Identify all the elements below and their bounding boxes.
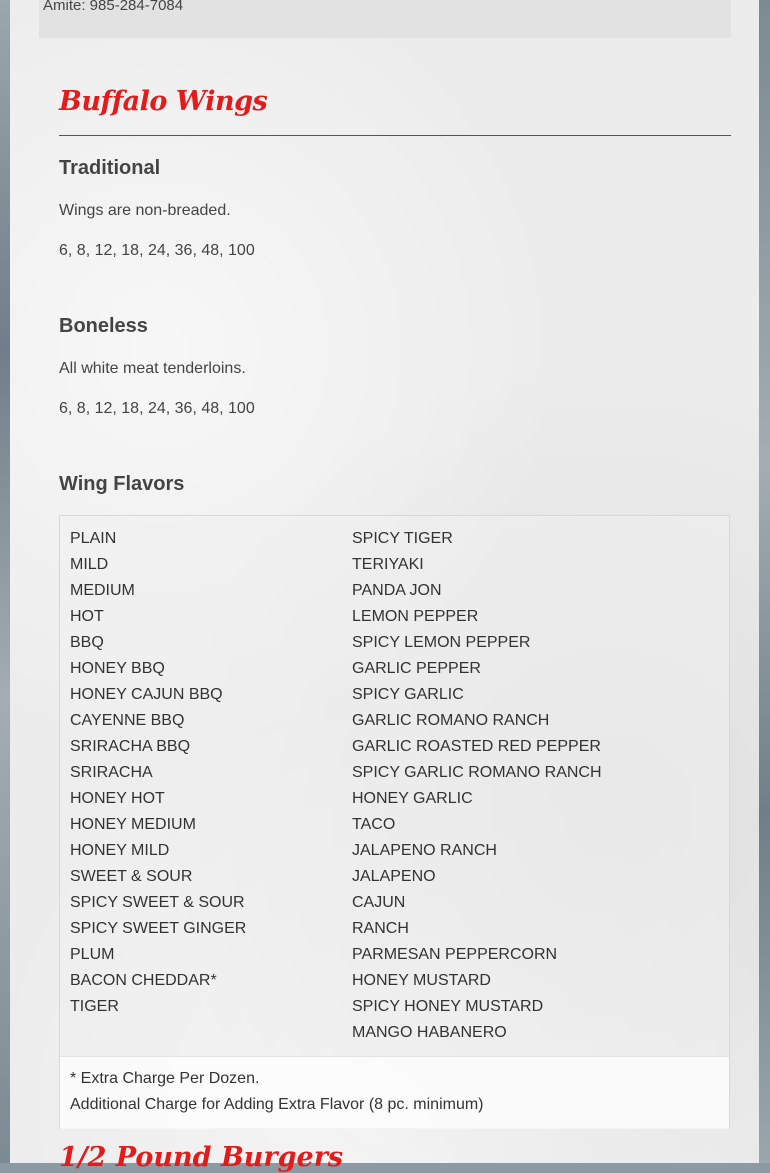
flavor-item: HONEY CAJUN BBQ — [70, 686, 223, 703]
flavor-item: CAYENNE BBQ — [70, 712, 185, 729]
flavor-item: PANDA JON — [352, 582, 442, 599]
flavor-item: PARMESAN PEPPERCORN — [352, 946, 558, 963]
flavor-item: JALAPENO — [352, 868, 436, 885]
flavor-item: SPICY SWEET & SOUR — [70, 894, 245, 911]
flavor-item: SPICY GARLIC — [352, 686, 464, 703]
note-additional-charge: Additional Charge for Adding Extra Flavor (8 pc. minimum) — [70, 1096, 484, 1113]
background-edge-right — [758, 0, 770, 1163]
flavor-item: HONEY GARLIC — [352, 790, 473, 807]
flavor-item: TERIYAKI — [352, 556, 424, 573]
flavor-item: GARLIC ROASTED RED PEPPER — [352, 738, 601, 755]
flavor-item: PLUM — [70, 946, 115, 963]
location-phone[interactable]: Amite: 985-284-7084 — [43, 0, 184, 14]
flavor-item: SPICY GARLIC ROMANO RANCH — [352, 764, 602, 781]
section-divider — [59, 135, 731, 136]
flavor-column-left — [70, 528, 246, 1022]
boneless-description: All white meat tenderloins. — [59, 360, 246, 377]
section-title-buffalo-wings: Buffalo Wings — [59, 86, 268, 117]
flavor-item: BACON CHEDDAR* — [70, 972, 217, 989]
heading-traditional: Traditional — [59, 157, 161, 179]
traditional-sizes: 6, 8, 12, 18, 24, 36, 48, 100 — [59, 242, 255, 259]
flavor-item: CAJUN — [352, 894, 406, 911]
wing-flavors-table — [59, 515, 730, 1129]
flavor-item: MILD — [70, 556, 109, 573]
flavor-item: LEMON PEPPER — [352, 608, 479, 625]
flavor-item: HONEY HOT — [70, 790, 165, 807]
flavor-item: TACO — [352, 816, 396, 833]
flavor-notes — [60, 1056, 729, 1129]
flavor-item: JALAPENO RANCH — [352, 842, 497, 859]
boneless-sizes: 6, 8, 12, 18, 24, 36, 48, 100 — [59, 400, 255, 417]
flavor-item: MEDIUM — [70, 582, 135, 599]
flavor-item: SRIRACHA BBQ — [70, 738, 191, 755]
heading-wing-flavors: Wing Flavors — [59, 473, 185, 495]
heading-boneless: Boneless — [59, 315, 148, 337]
flavor-item: HOT — [70, 608, 104, 625]
location-contact-box — [39, 0, 731, 38]
flavor-item: SPICY LEMON PEPPER — [352, 634, 531, 651]
flavor-item: SWEET & SOUR — [70, 868, 193, 885]
traditional-description: Wings are non-breaded. — [59, 202, 231, 219]
flavor-item: SPICY HONEY MUSTARD — [352, 998, 544, 1015]
flavor-item: GARLIC ROMANO RANCH — [352, 712, 550, 729]
flavor-item: MANGO HABANERO — [352, 1024, 507, 1041]
flavor-item: HONEY MUSTARD — [352, 972, 491, 989]
flavor-item: HONEY MILD — [70, 842, 170, 859]
flavor-item: RANCH — [352, 920, 409, 937]
flavor-column-right — [352, 528, 602, 1048]
note-extra-charge: * Extra Charge Per Dozen. — [70, 1070, 260, 1087]
flavor-item: BBQ — [70, 634, 104, 651]
flavor-item: HONEY BBQ — [70, 660, 165, 677]
section-title-burgers: 1/2 Pound Burgers — [59, 1142, 344, 1173]
flavor-item: SRIRACHA — [70, 764, 153, 781]
flavor-item: SPICY SWEET GINGER — [70, 920, 247, 937]
flavor-item: PLAIN — [70, 530, 117, 547]
flavor-item: HONEY MEDIUM — [70, 816, 196, 833]
flavor-item: SPICY TIGER — [352, 530, 453, 547]
flavor-item: TIGER — [70, 998, 119, 1015]
flavor-item: GARLIC PEPPER — [352, 660, 481, 677]
